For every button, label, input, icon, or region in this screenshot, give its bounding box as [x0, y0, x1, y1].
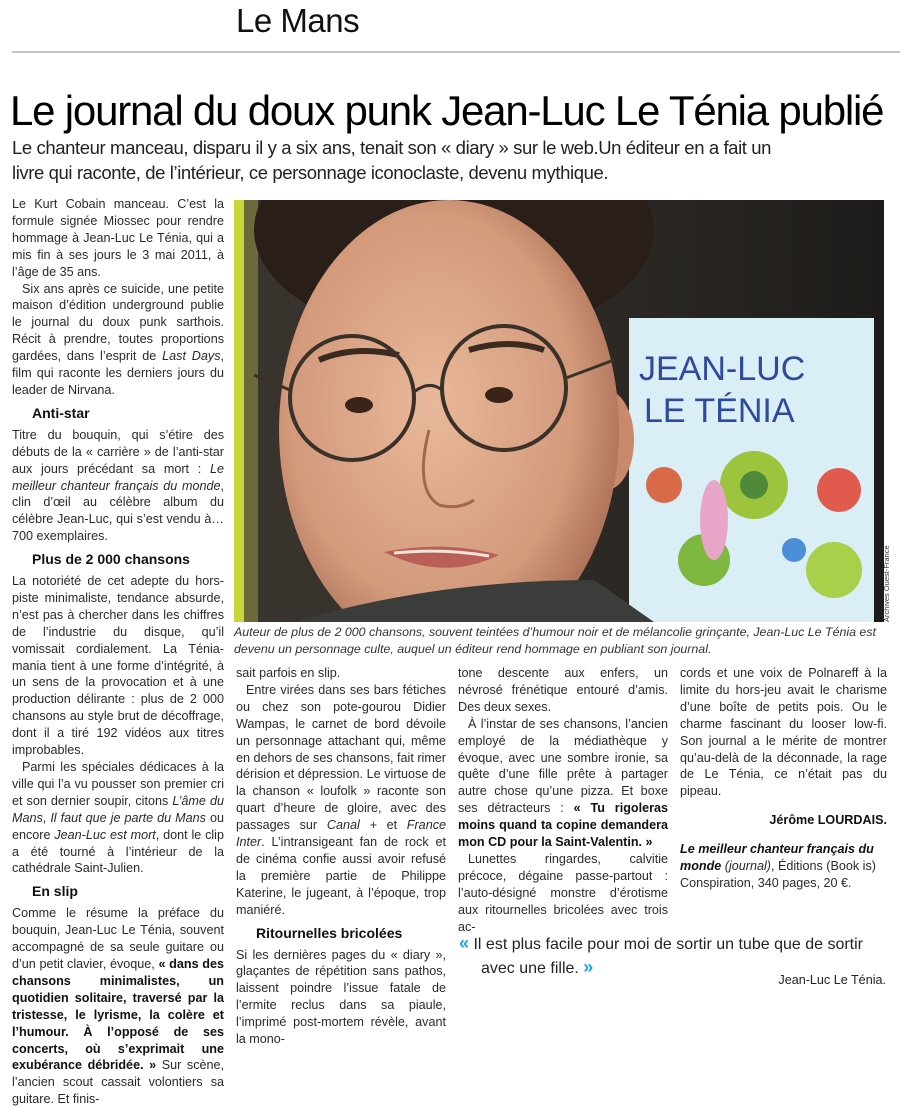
text: , film qui raconte les derniers jours du leader de Nirvana.	[12, 349, 224, 397]
paragraph: cords et une voix de Polnareff à la limite du hors-jeu avait le charisme d’une boîte de petits pois. Ou le charme fascinant du looser low-fi. Son journal a le mérite de montrer qu’au-delà de la déconnade, la rage de Le Ténia, ce n’était pas du pipeau.	[680, 666, 887, 799]
paragraph: Lunettes ringardes, calvitie précoce, dégaine passe-partout : l’auto-désigné monstre d’érotisme aux ritournelles bricolées avec trois ac-	[458, 851, 668, 934]
photo-credit: Archives Ouest-France	[882, 545, 891, 622]
subheading-en-slip: En slip	[32, 883, 78, 900]
paragraph	[12, 905, 224, 1108]
paragraph: La notoriété de cet adepte du hors-piste minimaliste, tendance absurde, n’est pas à chercher dans les chiffres de l’industrie du disque, qu’il vomissait cordialement. La Ténia-mania tient à une forme d’intégrité, à un sens de la provocation et à une production délirante : plus de 2 000 chansons au style brut de décoffrage, dont il a tiré 192 vidéos aux titres improbables.	[12, 574, 224, 758]
book-title: Le meilleur chanteur français du monde	[680, 842, 874, 874]
headline: Le journal du doux punk Jean-Luc Le Ténia publié	[10, 87, 884, 134]
media-name: France Inter	[236, 818, 446, 850]
text: Six ans après ce suicide, une petite maison d’édition underground publie le journal du doux punk sarthois. Récit à prendre, toutes proportions gardées, dans l’esprit de	[12, 281, 224, 364]
text: , clin d’œil au célèbre album du célèbre Jean-Luc, qui s’est vendu à… 700 exemplaires.	[12, 478, 224, 544]
quote: « dans des chansons minimalistes, un quotidien solitaire, traversé par la tristesse, le lyrisme, la colère et l’humour. À l’opposé de ses concerts, où s’exprimait une exubérance débridée. »	[12, 956, 224, 1073]
text: Entre virées dans ses bars fétiches ou chez son pote-gourou Didier Wampas, le carnet de bord dévoile un personnage attachant qui, même en dehors de ses chansons, fait rimer dérision et dépression. Le virtuose de la chanson « loufolk » raconte son quart d’heure de gloire, avec des passages sur	[236, 682, 447, 833]
poster	[629, 318, 874, 622]
standfirst: Le chanteur manceau, disparu il y a six ans, tenait son « diary » sur le web.Un éditeur en a fait un livre qui raconte, de l’intérieur, ce personnage iconoclaste, devenu mythique.	[12, 137, 772, 183]
text: ou encore	[12, 810, 224, 842]
paragraph: Si les dernières pages du « diary », glaçantes de répétition sans pathos, laissent poindre l’issue fatale de l’ermite reclus dans sa piaule, l’imprimé post-mortem révèle, avant la mono-	[236, 947, 446, 1047]
paragraph	[12, 427, 224, 545]
poster-text: JEAN-LUC	[639, 350, 806, 388]
open-quote-icon: «	[459, 933, 470, 953]
subheading-anti-star: Anti-star	[32, 404, 90, 421]
paragraph	[12, 759, 224, 877]
pull-quote-author: Jean-Luc Le Ténia.	[778, 973, 886, 987]
quote: « Tu rigoleras moins quand ta copine demandera mon CD pour la Saint-Valentin. »	[458, 801, 669, 850]
film-title: Last Days	[162, 349, 221, 364]
text: ,	[42, 810, 51, 825]
text: À l’instar de ses chansons, l’ancien employé de la médiathèque y évoque, avec une sombre ironie, sa quête d’une fille prête à partager autre chose qu’une pizza. Et boxe ses détracteurs :	[458, 716, 668, 816]
author-name: Jérôme LOURDAIS.	[769, 813, 887, 828]
text: Titre du bouquin, qui s’étire des débuts de la « carrière » de l’anti-star aux jours précédant sa mort :	[12, 427, 224, 476]
article-column-1	[12, 196, 224, 1108]
section-divider	[12, 51, 900, 53]
paragraph	[12, 281, 224, 399]
portrait-illustration	[234, 200, 884, 622]
text: Comme le résume la préface du bouquin, Jean-Luc Le Ténia, souvent accompagné de sa seule guitare ou d’un petit clavier, évoque,	[12, 906, 224, 971]
section-title: Le Mans	[236, 2, 360, 39]
paragraph: tone descente aux enfers, un névrosé frénétique entouré d’amis. Des deux sexes.	[458, 666, 668, 714]
article-column-3	[458, 665, 668, 936]
article-column-4	[680, 665, 887, 892]
text: . L’intransigeant fan de rock et de cinéma confie aussi avoir refusé la première partie de Philippe Katerine, le jugeant, à l’époque, trop maniéré.	[236, 835, 446, 917]
book-info	[680, 841, 887, 892]
song-title: Jean-Luc est mort	[54, 827, 156, 842]
book-type: (journal)	[721, 859, 771, 874]
media-name: Canal +	[326, 818, 377, 833]
text: Parmi les spéciales dédicaces à la ville qui l’a vu pousser son premier cri et son dernier soupir, citons	[12, 760, 224, 808]
article-photo	[234, 200, 884, 622]
paragraph	[458, 716, 668, 851]
poster-text: LE TÉNIA	[644, 392, 795, 430]
song-title: Il faut que je parte du Mans	[50, 810, 206, 825]
photo-caption: Auteur de plus de 2 000 chansons, souvent teintées d’humour noir et de mélancolie grinçante, Jean-Luc Le Ténia est devenu un personnage culte, auquel un éditeur rend hommage en publiant son journal.	[234, 625, 876, 656]
article-column-2	[236, 665, 446, 1048]
subheading-ritournelles: Ritournelles bricolées	[256, 924, 403, 941]
text: , dont le clip a été tourné à l’intérieur de la cathédrale Saint-Julien.	[12, 827, 224, 876]
author-signature	[680, 812, 887, 829]
text: et	[376, 818, 407, 833]
book-title: Le meilleur chanteur français du monde	[12, 461, 224, 493]
pull-quote-text: Il est plus facile pour moi de sortir un tube que de sortir avec une fille.	[473, 936, 863, 977]
text: Sur scène, l’ancien scout cassait volontiers sa guitare. Et finis-	[12, 1058, 225, 1107]
paragraph: Le Kurt Cobain manceau. C’est la formule signée Miossec pour rendre hommage à Jean-Luc Le Ténia, qui a mis fin à ses jours le 3 mai 2011, à l’âge de 35 ans.	[12, 197, 224, 279]
close-quote-icon: »	[583, 957, 594, 977]
song-title: L’âme du Mans	[12, 793, 224, 825]
subheading-chansons: Plus de 2 000 chansons	[32, 551, 190, 568]
book-details: , Éditions (Book is) Conspiration, 340 pages, 20 €.	[680, 859, 876, 890]
paragraph	[236, 682, 446, 919]
paragraph: sait parfois en slip.	[236, 666, 341, 680]
